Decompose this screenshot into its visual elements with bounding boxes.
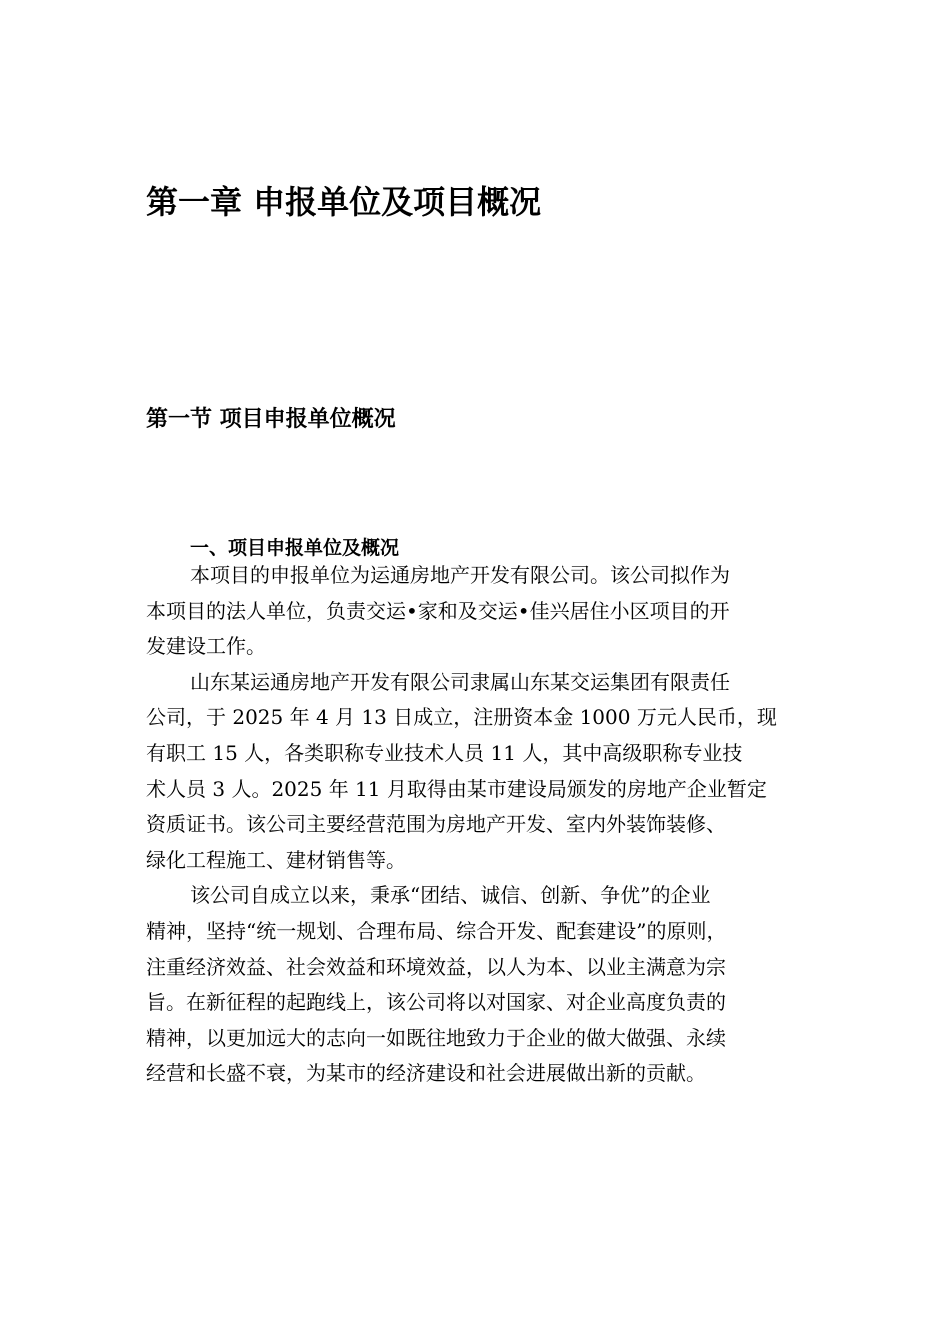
chapter-title: 第一章 申报单位及项目概况 bbox=[146, 183, 542, 221]
paragraph-line: 注重经济效益、社会效益和环境效益，以人为本、以业主满意为宗 bbox=[146, 954, 726, 979]
paragraph-line: 山东某运通房地产开发有限公司隶属山东某交运集团有限责任 bbox=[190, 669, 730, 694]
paragraph-line: 该公司自成立以来，秉承“团结、诚信、创新、争优”的企业 bbox=[190, 883, 711, 908]
body-text bbox=[146, 558, 810, 1092]
paragraph-line: 有职工 15 人，各类职称专业技术人员 11 人，其中高级职称专业技 bbox=[146, 740, 743, 765]
paragraph-2 bbox=[146, 665, 810, 879]
sub-heading: 一、项目申报单位及概况 bbox=[190, 537, 400, 559]
paragraph-line: 术人员 3 人。2025 年 11 月取得由某市建设局颁发的房地产企业暂定 bbox=[146, 776, 767, 801]
paragraph-3 bbox=[146, 878, 810, 1092]
paragraph-line: 绿化工程施工、建材销售等。 bbox=[146, 847, 406, 872]
paragraph-line: 经营和长盛不衰，为某市的经济建设和社会进展做出新的贡献。 bbox=[146, 1061, 706, 1086]
paragraph-line: 资质证书。该公司主要经营范围为房地产开发、室内外装饰装修、 bbox=[146, 812, 726, 837]
paragraph-line: 本项目的法人单位，负责交运•家和及交运•佳兴居住小区项目的开 bbox=[146, 598, 730, 623]
paragraph-1 bbox=[146, 558, 810, 665]
paragraph-line: 精神，以更加远大的志向一如既往地致力于企业的做大做强、永续 bbox=[146, 1025, 726, 1050]
paragraph-line: 本项目的申报单位为运通房地产开发有限公司。该公司拟作为 bbox=[190, 563, 730, 587]
section-title: 第一节 项目申报单位概况 bbox=[146, 406, 396, 432]
paragraph-line: 公司，于 2025 年 4 月 13 日成立，注册资本金 1000 万元人民币，现 bbox=[146, 705, 777, 730]
paragraph-line: 发建设工作。 bbox=[146, 634, 266, 659]
paragraph-line: 旨。在新征程的起跑线上，该公司将以对国家、对企业高度负责的 bbox=[146, 990, 726, 1015]
paragraph-line: 精神，坚持“统一规划、合理布局、综合开发、配套建设”的原则， bbox=[146, 918, 727, 943]
